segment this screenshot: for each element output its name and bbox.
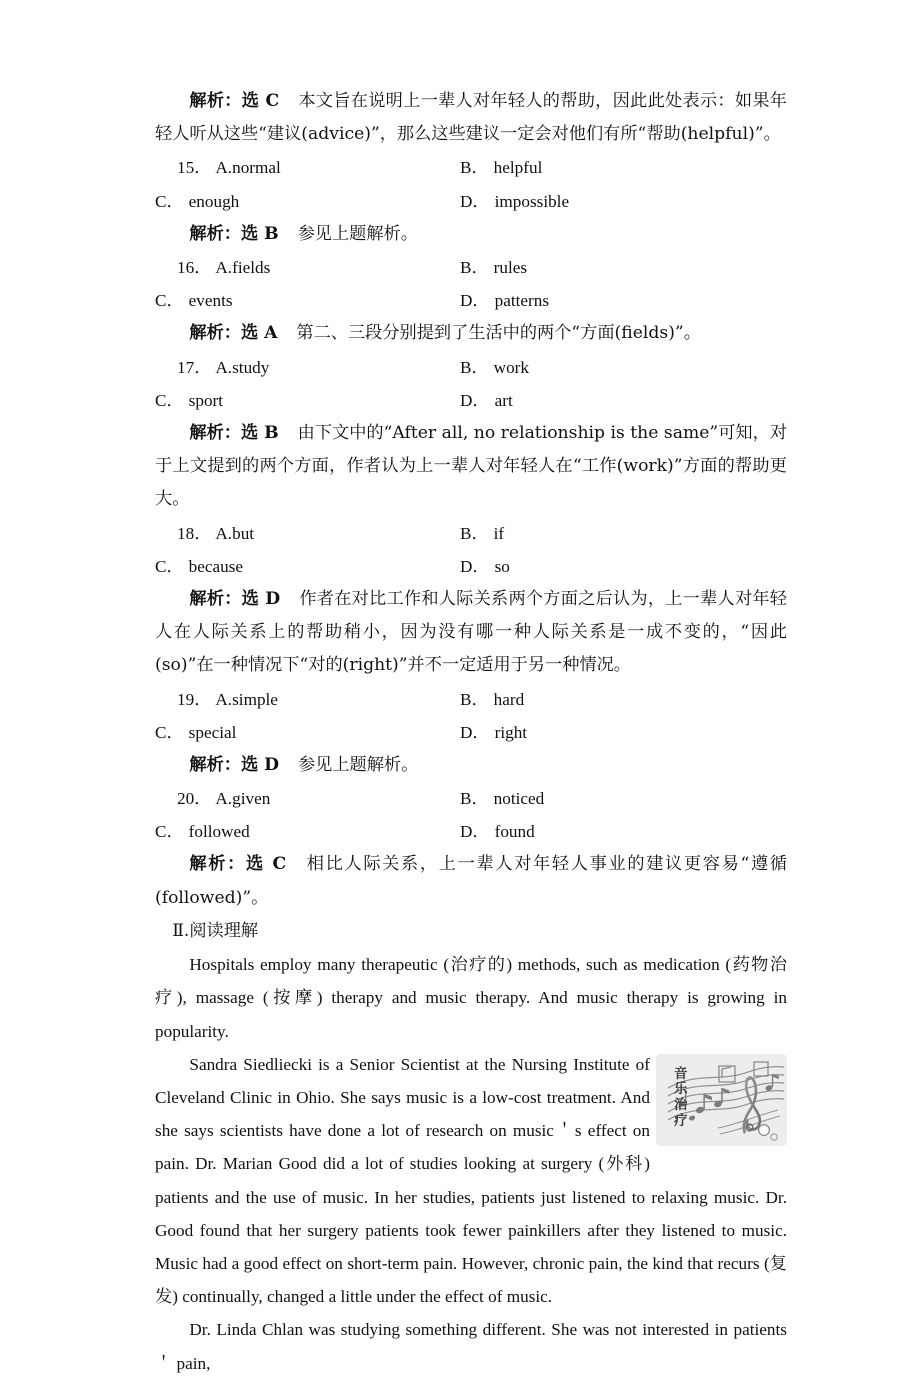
- music-therapy-image: [656, 1054, 787, 1146]
- explanation-q15-text: 参见上题解析。: [297, 223, 418, 244]
- option-label-c: C．: [155, 722, 184, 742]
- option-text-b: noticed: [493, 789, 545, 809]
- question-18-row-1: [155, 517, 787, 550]
- question-19-option-a[interactable]: [155, 683, 460, 716]
- question-16-option-b[interactable]: [460, 251, 765, 284]
- reading-section-heading: Ⅱ.阅读理解: [172, 920, 259, 941]
- question-18-option-c[interactable]: [155, 550, 460, 583]
- question-19: [155, 683, 787, 749]
- question-16: [155, 251, 787, 317]
- question-19-option-c[interactable]: [155, 716, 460, 749]
- option-label-c: C．: [155, 822, 184, 842]
- page-content: [155, 85, 787, 1380]
- explanation-q14-text: 本文旨在说明上一辈人对年轻人的帮助，因此此处表示：如果年轻人听从这些“建议(advice)”，那么这些建议一定会对他们有所“帮助(helpful)”。: [155, 91, 787, 145]
- option-label-c: C．: [155, 291, 184, 311]
- music-therapy-icon: [656, 1054, 787, 1146]
- explanation-q16: [155, 317, 787, 350]
- option-text-b: hard: [493, 689, 525, 709]
- question-16-number: 16．: [177, 257, 212, 277]
- option-text-b: if: [493, 523, 505, 543]
- option-text-b: helpful: [493, 158, 543, 178]
- explanation-q20-lead: 解析：选 C: [189, 854, 287, 875]
- option-text-a: given: [232, 789, 271, 809]
- explanation-q19-text: 参见上题解析。: [297, 754, 419, 775]
- question-17-option-d[interactable]: [460, 384, 765, 417]
- question-20-number: 20．: [177, 789, 212, 809]
- question-20-option-d[interactable]: [460, 815, 765, 848]
- question-20-option-c[interactable]: [155, 815, 460, 848]
- option-label-c: C．: [155, 390, 184, 410]
- reading-paragraph-3: Dr. Linda Chlan was studying something different. She was not interested in patients＇ pain,: [155, 1320, 787, 1373]
- option-label-a: A.: [215, 357, 233, 377]
- option-text-d: art: [494, 390, 513, 410]
- option-label-d: D．: [460, 291, 490, 311]
- question-16-option-a[interactable]: [155, 251, 460, 284]
- question-15-row-2: [155, 185, 787, 218]
- question-18-option-a[interactable]: [155, 517, 460, 550]
- explanation-q18-text: 作者在对比工作和人际关系两个方面之后认为，上一辈人对年轻人在人际关系上的帮助稍小，因为没有哪一种人际关系是一成不变的，“因此(so)”在一种情况下“对的(right)”并不一定适用于另一种情况。: [155, 588, 787, 676]
- explanation-q18-lead: 解析：选 D: [189, 588, 281, 609]
- question-16-row-2: [155, 284, 787, 317]
- option-text-d: so: [494, 556, 510, 576]
- reading-paragraph-1: Hospitals employ many therapeutic (治疗的) methods, such as medication (药物治疗), massage (按摩) therapy and music therapy. And music therapy is growing in popularity.: [155, 955, 787, 1041]
- question-16-row-1: [155, 251, 787, 284]
- option-text-b: rules: [493, 257, 528, 277]
- question-19-row-1: [155, 683, 787, 716]
- option-label-b: B．: [460, 257, 489, 277]
- question-15-row-1: [155, 151, 787, 184]
- question-15-option-b[interactable]: [460, 151, 765, 184]
- question-20-row-2: [155, 815, 787, 848]
- explanation-q19-lead: 解析：选 D: [189, 754, 280, 775]
- option-label-d: D．: [460, 722, 490, 742]
- option-label-d: D．: [460, 390, 490, 410]
- question-18-option-d[interactable]: [460, 550, 765, 583]
- option-label-a: A.: [215, 523, 233, 543]
- question-19-row-2: [155, 716, 787, 749]
- explanation-q20-text: 相比人际关系，上一辈人对年轻人事业的建议更容易“遵循(followed)”。: [155, 854, 787, 908]
- option-text-c: sport: [188, 390, 224, 410]
- question-15-option-a[interactable]: [155, 151, 460, 184]
- option-label-a: A.: [215, 689, 233, 709]
- question-19-option-b[interactable]: [460, 683, 765, 716]
- explanation-q17-lead: 解析：选 B: [189, 422, 279, 443]
- option-text-d: found: [494, 822, 535, 842]
- explanation-q20: [155, 848, 787, 914]
- explanation-q16-lead: 解析：选 A: [189, 323, 278, 344]
- question-19-option-d[interactable]: [460, 716, 765, 749]
- option-label-b: B．: [460, 158, 489, 178]
- option-label-d: D．: [460, 822, 490, 842]
- option-label-b: B．: [460, 789, 489, 809]
- option-text-c: special: [188, 722, 237, 742]
- figure-caption-char-1: 音: [674, 1065, 688, 1082]
- option-label-d: D．: [460, 556, 490, 576]
- figure-caption-char-2: 乐: [674, 1080, 688, 1097]
- question-17-option-a[interactable]: [155, 351, 460, 384]
- question-20-option-b[interactable]: [460, 782, 765, 815]
- question-20-option-a[interactable]: [155, 782, 460, 815]
- question-17-number: 17．: [177, 357, 212, 377]
- question-18-row-2: [155, 550, 787, 583]
- option-text-a: but: [232, 523, 255, 543]
- option-label-a: A.: [215, 789, 233, 809]
- explanation-q15-lead: 解析：选 B: [189, 223, 279, 244]
- question-16-option-c[interactable]: [155, 284, 460, 317]
- option-text-d: impossible: [494, 191, 570, 211]
- option-text-d: right: [494, 722, 528, 742]
- option-label-b: B．: [460, 357, 489, 377]
- explanation-q16-text: 第二、三段分别提到了生活中的两个“方面(fields)”。: [296, 323, 701, 344]
- question-20-row-1: [155, 782, 787, 815]
- question-17: [155, 351, 787, 417]
- option-label-d: D．: [460, 191, 490, 211]
- question-20: [155, 782, 787, 848]
- option-label-a: A.: [215, 257, 233, 277]
- explanation-q14: [155, 85, 787, 151]
- option-text-b: work: [493, 357, 529, 377]
- question-17-row-2: [155, 384, 787, 417]
- figure-caption-char-4: 疗: [674, 1112, 688, 1129]
- figure-caption-char-3: 治: [674, 1096, 688, 1113]
- explanation-q19: [155, 749, 787, 782]
- explanation-q14-lead: 解析：选 C: [189, 91, 280, 111]
- music-therapy-figure-wrapper: [656, 1054, 787, 1146]
- question-17-row-1: [155, 351, 787, 384]
- option-text-c: because: [188, 556, 244, 576]
- reading-paragraph-2: Sandra Siedliecki is a Senior Scientist at the Nursing Institute of Cleveland Clinic in Ohio. She says music is a low-cost treatment. And she says scientists have done a lot of research on music＇s effect on pain. Dr. Marian Good did a lot of studies looking at surgery (外科) patients and the use of music. In her studies, patients just listened to relaxing music. Dr. Good found that her surgery patients took fewer painkillers after they listened to music. Music had a good effect on short-term pain. However, chronic pain, the kind that recurs (复发) continually, changed a little under the effect of music.: [155, 1054, 787, 1307]
- question-19-number: 19．: [177, 689, 212, 709]
- question-15-number: 15．: [177, 158, 212, 178]
- question-17-option-c[interactable]: [155, 384, 460, 417]
- option-label-c: C．: [155, 191, 184, 211]
- explanation-q17-text: 由下文中的“After all, no relationship is the same”可知，对于上文提到的两个方面，作者认为上一辈人对年轻人在“工作(work)”方面的帮助更大。: [155, 422, 788, 510]
- question-17-option-b[interactable]: [460, 351, 765, 384]
- option-text-c: events: [188, 291, 233, 311]
- question-18-option-b[interactable]: [460, 517, 765, 550]
- option-label-b: B．: [460, 523, 489, 543]
- option-text-a: study: [232, 357, 270, 377]
- explanation-q15: [155, 218, 787, 251]
- question-15-option-c[interactable]: [155, 185, 460, 218]
- question-15: [155, 151, 787, 217]
- question-18: [155, 517, 787, 583]
- option-text-c: enough: [188, 191, 240, 211]
- question-18-number: 18．: [177, 523, 212, 543]
- option-label-c: C．: [155, 556, 184, 576]
- option-text-c: followed: [188, 822, 250, 842]
- option-text-a: simple: [232, 689, 278, 709]
- option-text-d: patterns: [494, 291, 550, 311]
- option-text-a: normal: [232, 158, 281, 178]
- question-15-option-d[interactable]: [460, 185, 765, 218]
- explanation-q17: [155, 417, 787, 517]
- question-16-option-d[interactable]: [460, 284, 765, 317]
- explanation-q18: [155, 583, 787, 683]
- option-label-a: A.: [215, 158, 233, 178]
- option-label-b: B．: [460, 689, 489, 709]
- option-text-a: fields: [232, 257, 271, 277]
